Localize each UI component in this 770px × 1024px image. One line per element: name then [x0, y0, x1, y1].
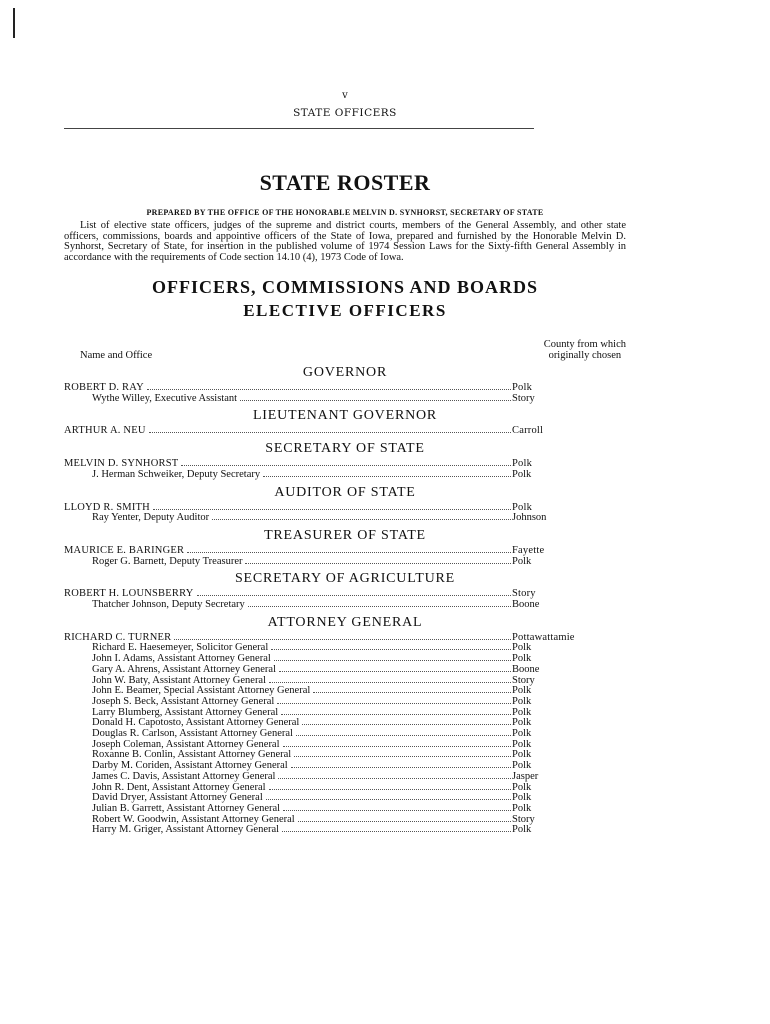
- dot-leader: [313, 692, 511, 693]
- entry-name: Darby M. Coriden, Assistant Attorney General: [92, 760, 288, 772]
- entry-name: John I. Adams, Assistant Attorney General: [92, 653, 271, 665]
- entry-name: James C. Davis, Assistant Attorney General: [92, 770, 276, 782]
- entry-name: John R. Dent, Assistant Attorney General: [92, 781, 266, 793]
- section-heading: SECRETARY OF AGRICULTURE: [234, 571, 456, 587]
- staff-entry: [64, 394, 626, 405]
- entry-county: Polk: [512, 749, 532, 761]
- staff-entry: [64, 513, 626, 524]
- running-head: STATE OFFICERS: [293, 107, 397, 119]
- entry-name: ROBERT H. LOUNSBERRY: [64, 588, 194, 600]
- entry-county: Pottawattamie: [512, 631, 575, 643]
- entry-county: Polk: [512, 555, 532, 567]
- intro-paragraph: List of elective state officers, judges of the supreme and district courts, members of the General Assembly, and other state officers, commissions, boards and appointive officers of the State of Iowa, prepared and furnished by the Honorable Melvin D. Synhorst, Secretary of State, for insertion in the published volume of 1974 Session Laws for the Sixty-fifth General Assembly in accordance with the requirements of Code section 14.10 (4), 1973 Code of Iowa.: [64, 220, 626, 263]
- staff-entry: [64, 470, 626, 481]
- section-heading: AUDITOR OF STATE: [274, 484, 416, 500]
- entry-name: Gary A. Ahrens, Assistant Attorney General: [92, 663, 277, 675]
- entry-county: Polk: [512, 642, 532, 654]
- dot-leader: [282, 831, 511, 832]
- dot-leader: [294, 756, 511, 757]
- page-title: STATE ROSTER: [259, 170, 431, 195]
- staff-entry: [64, 772, 626, 783]
- column-headers: [64, 337, 626, 361]
- dot-leader: [302, 724, 511, 725]
- entry-name: J. Herman Schweiker, Deputy Secretary: [92, 468, 261, 480]
- staff-entry: [64, 557, 626, 568]
- column-header-name-office: Name and Office: [80, 350, 153, 361]
- entry-county: Polk: [512, 738, 532, 750]
- dot-leader: [283, 810, 511, 811]
- entry-county: Polk: [512, 706, 532, 718]
- dot-leader: [212, 519, 511, 520]
- dot-leader: [296, 735, 511, 736]
- dot-leader: [281, 714, 511, 715]
- entry-name: Douglas R. Carlson, Assistant Attorney General: [92, 728, 293, 740]
- entry-county: Polk: [512, 695, 532, 707]
- dot-leader: [187, 552, 511, 553]
- entry-county: Polk: [512, 685, 532, 697]
- dot-leader: [174, 639, 511, 640]
- entry-name: Richard E. Haesemeyer, Solicitor General: [92, 642, 269, 654]
- entry-name: Roxanne B. Conlin, Assistant Attorney General: [92, 749, 292, 761]
- entry-county: Polk: [512, 382, 533, 393]
- entry-county: Polk: [512, 802, 532, 814]
- entry-name: Julian B. Garrett, Assistant Attorney General: [92, 802, 281, 814]
- dot-leader: [153, 509, 511, 510]
- dot-leader: [263, 476, 511, 477]
- section-heading: TREASURER OF STATE: [264, 527, 426, 543]
- dot-leader: [283, 746, 511, 747]
- dot-leader: [298, 821, 511, 822]
- entry-county: Boone: [512, 599, 540, 611]
- dot-leader: [248, 606, 511, 607]
- entry-name: Robert W. Goodwin, Assistant Attorney General: [92, 813, 295, 825]
- entry-name: Joseph S. Beck, Assistant Attorney General: [92, 695, 275, 707]
- entry-county: Carroll: [512, 425, 544, 437]
- section-heading: SECRETARY OF STATE: [265, 441, 425, 457]
- entry-name: Joseph Coleman, Assistant Attorney General: [92, 738, 280, 750]
- entry-county: Boone: [512, 663, 540, 675]
- entry-name: ARTHUR A. NEU: [64, 425, 146, 437]
- entry-name: RICHARD C. TURNER: [64, 631, 172, 643]
- entry-name: Larry Blumberg, Assistant Attorney General: [92, 706, 279, 718]
- dot-leader: [149, 432, 511, 433]
- column-header-county-line1: County from which: [543, 339, 626, 350]
- dot-leader: [269, 682, 511, 683]
- entry-name: Ray Yenter, Deputy Auditor: [92, 512, 210, 524]
- heading-officers-commissions-boards: OFFICERS, COMMISSIONS AND BOARDS: [151, 277, 539, 297]
- entry-name: Roger G. Barnett, Deputy Treasurer: [92, 555, 243, 567]
- staff-entry: [64, 665, 626, 676]
- page-number: v: [342, 90, 348, 101]
- entry-county: Polk: [512, 717, 532, 729]
- staff-entry: [64, 600, 626, 611]
- dot-leader: [147, 389, 511, 390]
- header-rule: [64, 128, 534, 130]
- officer-entry: [64, 426, 626, 437]
- entry-county: Polk: [512, 781, 532, 793]
- section-heading: LIEUTENANT GOVERNOR: [252, 408, 438, 424]
- entry-county: Polk: [512, 653, 532, 665]
- entry-county: Polk: [512, 458, 533, 470]
- entry-county: Story: [512, 392, 535, 404]
- column-header-county: [544, 340, 626, 361]
- dot-leader: [279, 671, 511, 672]
- document-page: [64, 90, 626, 836]
- dot-leader: [240, 400, 511, 401]
- dot-leader: [245, 563, 511, 564]
- prepared-by-line: PREPARED BY THE OFFICE OF THE HONORABLE MELVIN D. SYNHORST, SECRETARY OF STATE: [146, 208, 544, 217]
- dot-leader: [181, 465, 511, 466]
- dot-leader: [197, 595, 512, 596]
- heading-elective-officers: ELECTIVE OFFICERS: [243, 301, 447, 320]
- entry-name: Thatcher Johnson, Deputy Secretary: [92, 599, 245, 611]
- section-heading: ATTORNEY GENERAL: [267, 614, 423, 630]
- dot-leader: [278, 778, 511, 779]
- entry-county: Fayette: [512, 544, 545, 556]
- entry-county: Story: [512, 813, 535, 825]
- entry-name: Wythe Willey, Executive Assistant: [92, 392, 238, 404]
- roster-list: [64, 365, 626, 836]
- entry-county: Story: [512, 588, 536, 600]
- entry-county: Polk: [512, 792, 532, 804]
- staff-entry: [64, 825, 626, 836]
- dot-leader: [266, 799, 511, 800]
- entry-name: Donald H. Capotosto, Assistant Attorney General: [92, 717, 300, 729]
- dot-leader: [274, 660, 511, 661]
- entry-county: Polk: [512, 728, 532, 740]
- section-heading: GOVERNOR: [302, 365, 388, 380]
- entry-county: Johnson: [512, 512, 547, 524]
- entry-county: Polk: [512, 824, 532, 836]
- dot-leader: [291, 767, 511, 768]
- entry-name: MAURICE E. BARINGER: [64, 544, 185, 556]
- entry-name: John W. Baty, Assistant Attorney General: [92, 674, 267, 686]
- dot-leader: [277, 703, 511, 704]
- entry-county: Jasper: [512, 770, 539, 782]
- dot-leader: [269, 789, 511, 790]
- entry-name: ROBERT D. RAY: [64, 382, 144, 393]
- entry-name: John E. Beamer, Special Assistant Attorney General: [92, 685, 311, 697]
- page-edge-mark: [13, 8, 15, 38]
- entry-name: David Dryer, Assistant Attorney General: [92, 792, 263, 804]
- entry-name: MELVIN D. SYNHORST: [64, 458, 179, 470]
- entry-name: LLOYD R. SMITH: [64, 501, 150, 513]
- entry-name: Harry M. Griger, Assistant Attorney General: [92, 824, 280, 836]
- entry-county: Story: [512, 674, 535, 686]
- dot-leader: [271, 649, 511, 650]
- column-header-county-line2: originally chosen: [548, 349, 622, 361]
- entry-county: Polk: [512, 760, 532, 772]
- entry-county: Polk: [512, 468, 532, 480]
- entry-county: Polk: [512, 501, 533, 513]
